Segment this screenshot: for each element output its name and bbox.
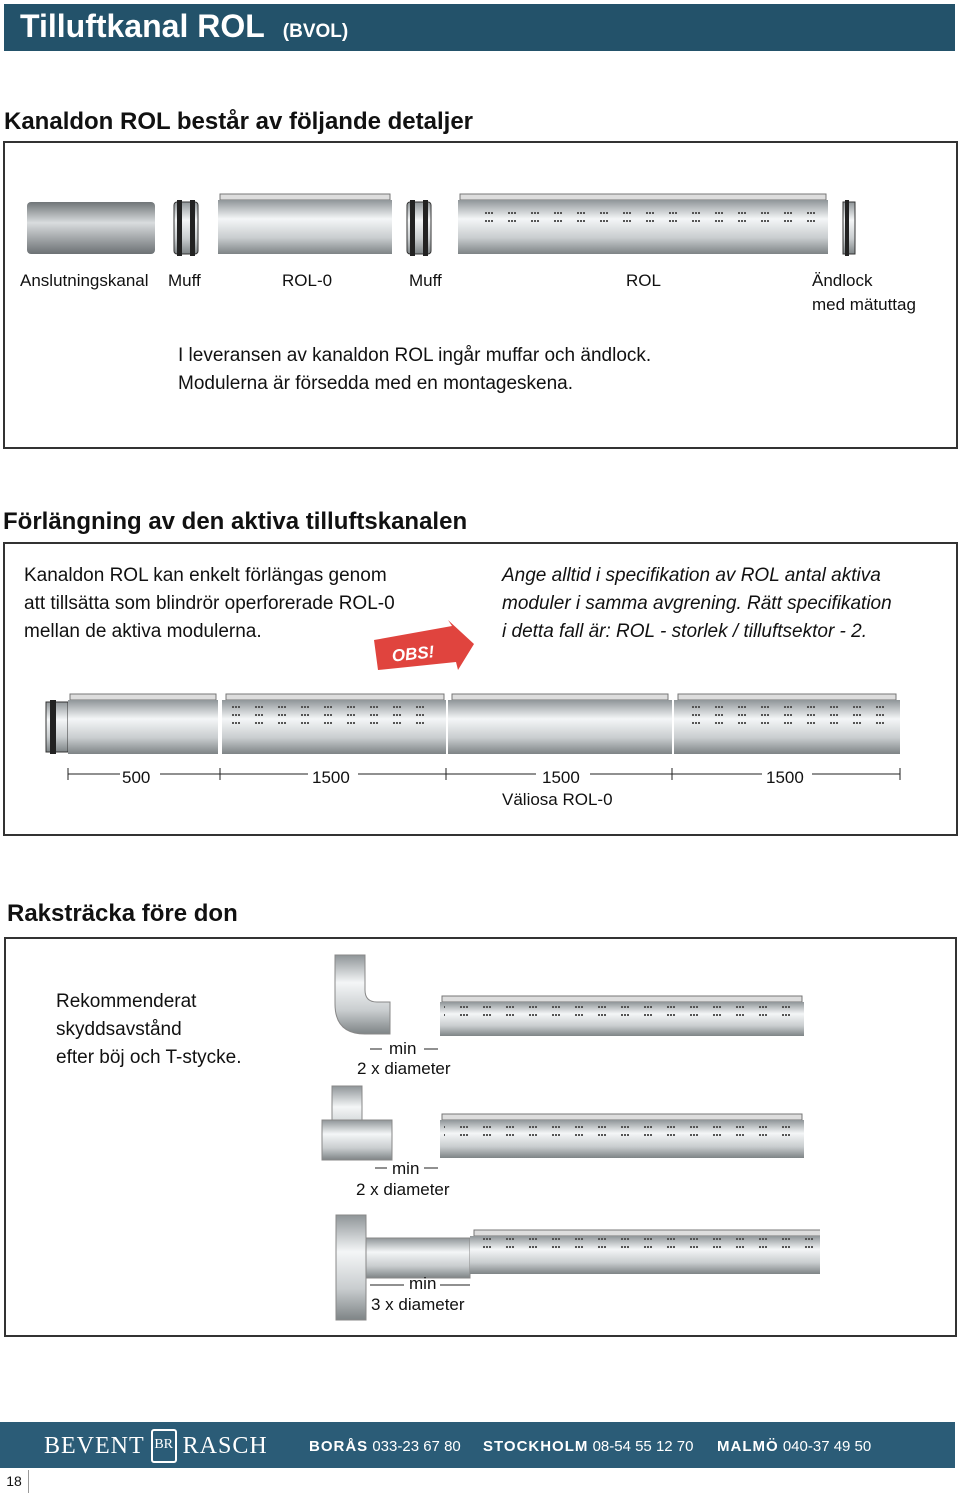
extension-diagram	[0, 690, 960, 820]
dim-1500-a: 1500	[312, 768, 350, 787]
section3-heading: Raksträcka före don	[7, 900, 238, 927]
obs-arrow	[368, 620, 478, 672]
contact-city: STOCKHOLM	[483, 1438, 589, 1455]
obs-label: OBS!	[390, 642, 436, 666]
label-endcap: Ändlock	[812, 271, 873, 290]
section1-note-line2: Modulerna är försedda med en montageskena.	[178, 373, 574, 394]
dim-500: 500	[122, 768, 151, 787]
section2-left-line2: att tillsätta som blindrör operforerade ROL-0	[24, 593, 395, 614]
rol-module	[458, 194, 828, 254]
components-illustration	[0, 180, 960, 260]
distance-label-1: 2 x diameter	[357, 1059, 451, 1078]
brand-mark-icon: BR	[151, 1429, 177, 1463]
section2-right-line2: moduler i samma avgrening. Rätt specifikation	[502, 593, 892, 614]
contact-boras	[309, 1438, 461, 1455]
contact-city: MALMÖ	[717, 1438, 779, 1455]
title-subtitle: (BVOL)	[282, 21, 349, 42]
extended-duct	[46, 694, 900, 754]
contact-phone: 033-23 67 80	[372, 1438, 461, 1455]
muff-1	[174, 200, 198, 256]
label-muff-1: Muff	[168, 271, 201, 290]
section2-heading: Förlängning av den aktiva tilluftskanalen	[3, 508, 468, 535]
label-endcap-sub: med mätuttag	[812, 295, 916, 314]
tee-example-1	[322, 1086, 804, 1160]
page-title	[20, 8, 348, 45]
straight-length-diagram	[320, 950, 820, 1330]
section3-text-line1: Rekommenderat	[56, 991, 197, 1012]
section2-right-line1: Ange alltid i specifikation av ROL antal aktiva	[502, 565, 881, 586]
section2-left-line3: mellan de aktiva modulerna.	[24, 621, 262, 642]
section1-heading: Kanaldon ROL består av följande detaljer	[4, 108, 474, 135]
connection-duct	[27, 202, 155, 254]
contact-malmo	[717, 1438, 871, 1455]
contact-phone: 08-54 55 12 70	[592, 1438, 694, 1455]
section2-right-line3: i detta fall är: ROL - storlek / tilluftsektor - 2.	[502, 621, 867, 642]
muff-2	[407, 200, 431, 256]
section3-text-line3: efter böj och T-stycke.	[56, 1047, 242, 1068]
min-label-3: min	[409, 1274, 437, 1293]
section2-left-line1: Kanaldon ROL kan enkelt förlängas genom	[24, 565, 387, 586]
brand-left: BEVENT	[44, 1432, 145, 1459]
distance-label-2: 2 x diameter	[356, 1180, 450, 1199]
contact-stockholm	[483, 1438, 693, 1455]
section1-note-line1: I leveransen av kanaldon ROL ingår muffar och ändlock.	[178, 345, 652, 366]
distance-label-3: 3 x diameter	[371, 1295, 465, 1314]
section3-text-line2: skyddsavstånd	[56, 1019, 182, 1040]
title-text: Tilluftkanal ROL	[20, 8, 265, 44]
rol-0-module	[218, 194, 392, 254]
page-number: 18	[0, 1470, 29, 1493]
label-muff-2: Muff	[409, 271, 442, 290]
dim-1500-b: 1500	[542, 768, 580, 787]
min-label-2: min	[392, 1159, 420, 1178]
brand-logo	[44, 1430, 268, 1462]
bend-example	[335, 955, 804, 1036]
contact-city: BORÅS	[309, 1438, 369, 1455]
end-cap	[843, 200, 855, 256]
dim-note: Väliosa ROL-0	[502, 790, 613, 809]
label-connection-duct: Anslutningskanal	[20, 271, 149, 290]
label-rol-0: ROL-0	[282, 271, 333, 290]
contact-phone: 040-37 49 50	[782, 1438, 872, 1455]
min-label-1: min	[389, 1039, 417, 1058]
brand-right: RASCH	[182, 1432, 268, 1459]
label-rol: ROL	[626, 271, 661, 290]
dim-1500-c: 1500	[766, 768, 804, 787]
